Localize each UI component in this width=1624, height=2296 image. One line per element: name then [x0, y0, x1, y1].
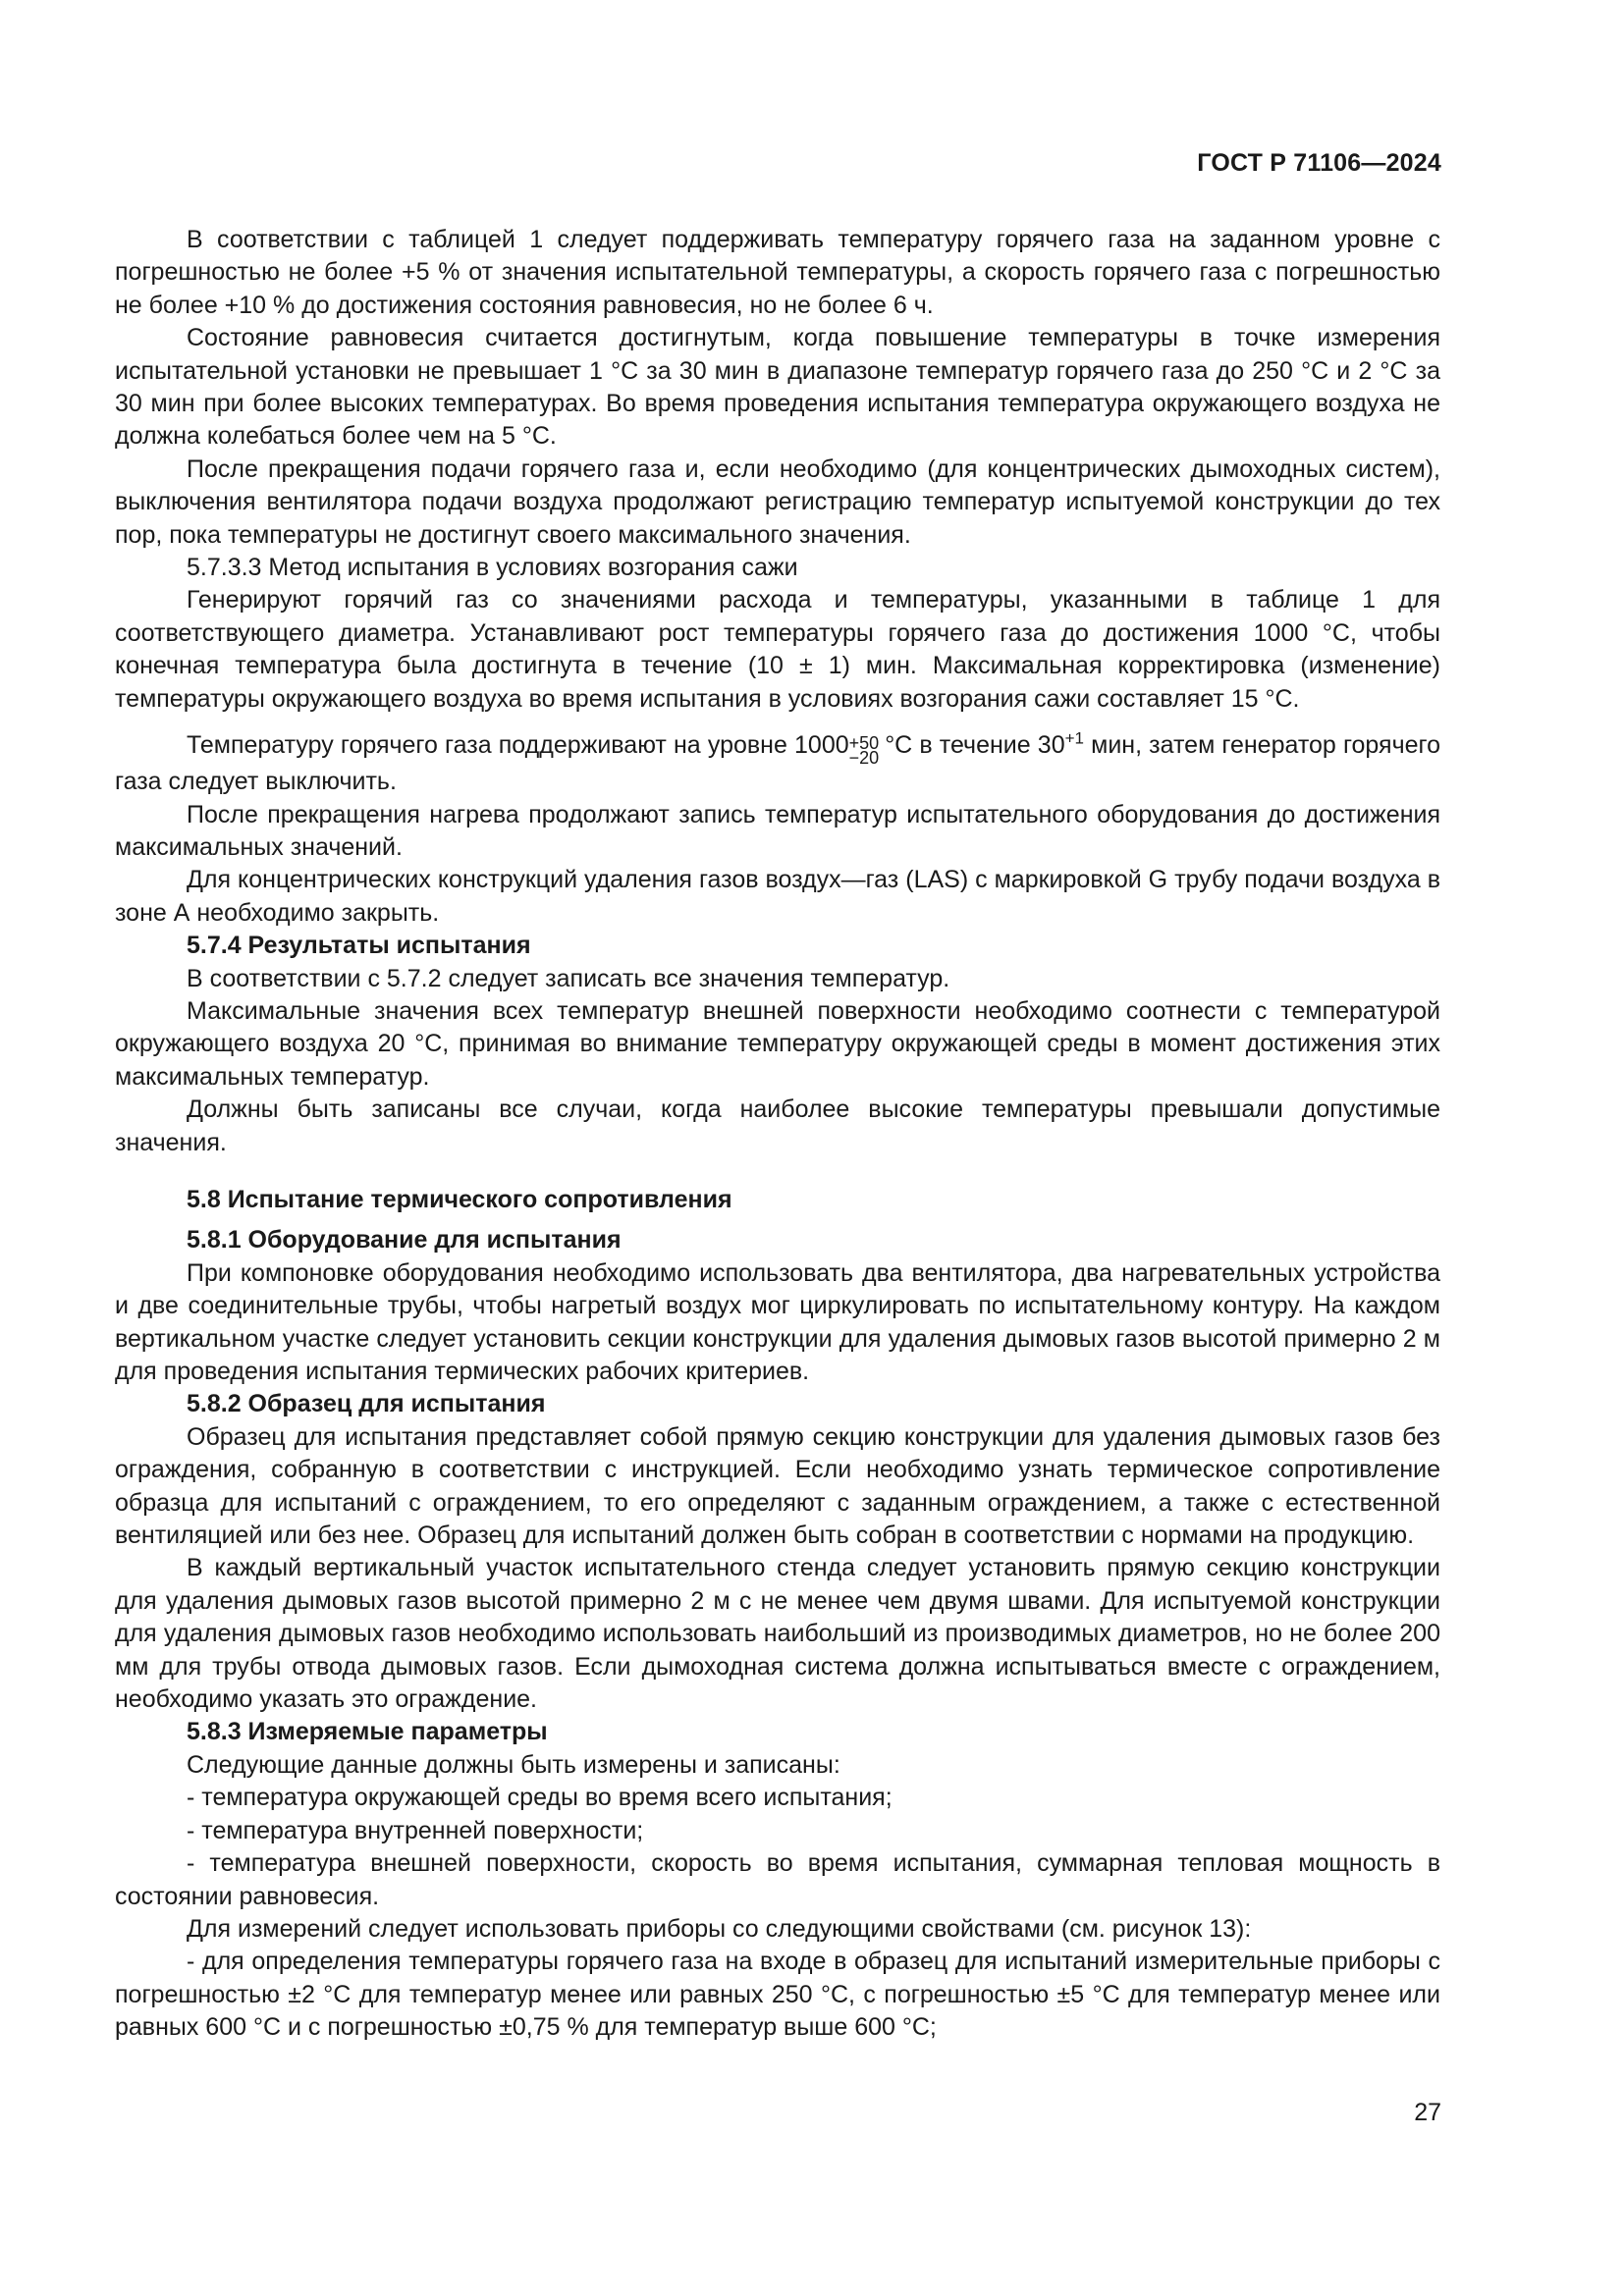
- section-heading-5-8-3: 5.8.3 Измеряемые параметры: [187, 1718, 548, 1746]
- paragraph: Генерируют горячий газ со значениями расхода и температуры, указанными в таблице 1 для соответствующего диаметра. Устанавливают рост температуры горячего газа до достижения 1000 °С, чтобы конечная температура была достигнута в течение (10 ± 1) мин. Максимальная корректировка (изменение) температуры окружающего воздуха во время испытания в условиях возгорания сажи составляет 15 °С.: [115, 586, 1440, 713]
- section-heading-5-8-2: 5.8.2 Образец для испытания: [187, 1390, 546, 1418]
- list-item: - температура внутренней поверхности;: [187, 1816, 644, 1844]
- list-item: - температура окружающей среды во время всего испытания;: [187, 1784, 893, 1812]
- text-fragment: мин, затем генератор горячего газа следует выключить.: [115, 731, 1440, 796]
- section-heading-5-7-4: 5.7.4 Результаты испытания: [187, 932, 531, 960]
- paragraph: Должны быть записаны все случаи, когда наиболее высокие температуры превышали допустимые значения.: [115, 1095, 1440, 1156]
- paragraph: В соответствии с таблицей 1 следует поддерживать температуру горячего газа на заданном уровне с погрешностью не более +5 % от значения испытательной температуры, а скорость горячего газа с погрешностью не более +10 % до достижения состояния равновесия, но не более 6 ч.: [115, 226, 1440, 319]
- paragraph: При компоновке оборудования необходимо использовать два вентилятора, два нагревательных устройства и две соединительные трубы, чтобы нагретый воздух мог циркулировать по испытательному контуру. На каждом вертикальном участке следует установить секции конструкции для удаления дымовых газов высотой примерно 2 м для проведения испытания термических рабочих критериев.: [115, 1258, 1440, 1385]
- paragraph: Образец для испытания представляет собой прямую секцию конструкции для удаления дымовых газов без ограждения, собранную в соответствии с инструкцией. Если необходимо узнать термическое сопротивление образца для испытаний с ограждением, то его определяют с заданным ограждением, а также с естественной вентиляцией или без нее. Образец для испытаний должен быть собран в соответствии с нормами на продукцию.: [115, 1422, 1440, 1550]
- document-header: ГОСТ Р 71106—2024: [1197, 149, 1441, 177]
- paragraph: Для измерений следует использовать приборы со следующими свойствами (см. рисунок 13):: [187, 1914, 1252, 1943]
- paragraph: Следующие данные должны быть измерены и записаны:: [187, 1750, 840, 1779]
- text-fragment: °С в течение 30: [885, 731, 1065, 760]
- tolerance-lower: −20: [848, 748, 880, 769]
- list-item: - для определения температуры горячего газа на входе в образец для испытаний измерительные приборы с погрешностью ±2 °С для температур менее или равных 250 °С, с погрешностью ±5 °С для температур менее или равных 600 °С и с погрешностью ±0,75 % для температур выше 600 °С;: [115, 1948, 1440, 2042]
- paragraph: После прекращения нагрева продолжают запись температур испытательного оборудования до достижения максимальных значений.: [115, 800, 1440, 861]
- paragraph: Максимальные значения всех температур внешней поверхности необходимо соотнести с температурой окружающего воздуха 20 °С, принимая во внимание температуру окружающей среды в момент достижения этих максимальных температур.: [115, 996, 1440, 1091]
- section-heading-5-8: 5.8 Испытание термического сопротивления: [187, 1185, 732, 1213]
- paragraph: Состояние равновесия считается достигнутым, когда повышение температуры в точке измерения испытательной установки не превышает 1 °С за 30 мин в диапазоне температур горячего газа до 250 °С и 2 °С за 30 мин при более высоких температурах. Во время проведения испытания температура окружающего воздуха не должна колебаться более чем на 5 °С.: [115, 324, 1440, 451]
- subsection-title-5-7-3-3: 5.7.3.3 Метод испытания в условиях возгорания сажи: [187, 554, 798, 582]
- tolerance-upper: +50: [848, 733, 880, 754]
- list-item: - температура внешней поверхности, скорость во время испытания, суммарная тепловая мощность в состоянии равновесия.: [115, 1849, 1440, 1910]
- page-number: 27: [1414, 2099, 1441, 2126]
- text-fragment: Температуру горячего газа поддерживают на уровне 1000: [187, 731, 849, 760]
- superscript: +1: [1064, 728, 1084, 748]
- paragraph-temperature-tolerance: [115, 729, 1440, 798]
- tolerance-fraction: [848, 733, 880, 769]
- document-body: [115, 224, 1440, 2045]
- paragraph: В каждый вертикальный участок испытательного стенда следует установить прямую секцию конструкции для удаления дымовых газов высотой примерно 2 м с не менее чем двумя швами. Для испытуемой конструкции для удаления дымовых газов необходимо использовать наибольший из производимых диаметров, но не более 200 мм для трубы отвода дымовых газов. Если дымоходная система должна испытываться вместе с ограждением, необходимо указать это ограждение.: [115, 1554, 1440, 1714]
- section-heading-5-8-1: 5.8.1 Оборудование для испытания: [187, 1226, 622, 1255]
- paragraph: После прекращения подачи горячего газа и, если необходимо (для концентрических дымоходных систем), выключения вентилятора подачи воздуха продолжают регистрацию температур испытуемой конструкции до тех пор, пока температуры не достигнут своего максимального значения.: [115, 454, 1440, 549]
- paragraph: В соответствии с 5.7.2 следует записать все значения температур.: [187, 964, 950, 992]
- paragraph: Для концентрических конструкций удаления газов воздух—газ (LAS) с маркировкой G трубу подачи воздуха в зоне А необходимо закрыть.: [115, 866, 1440, 927]
